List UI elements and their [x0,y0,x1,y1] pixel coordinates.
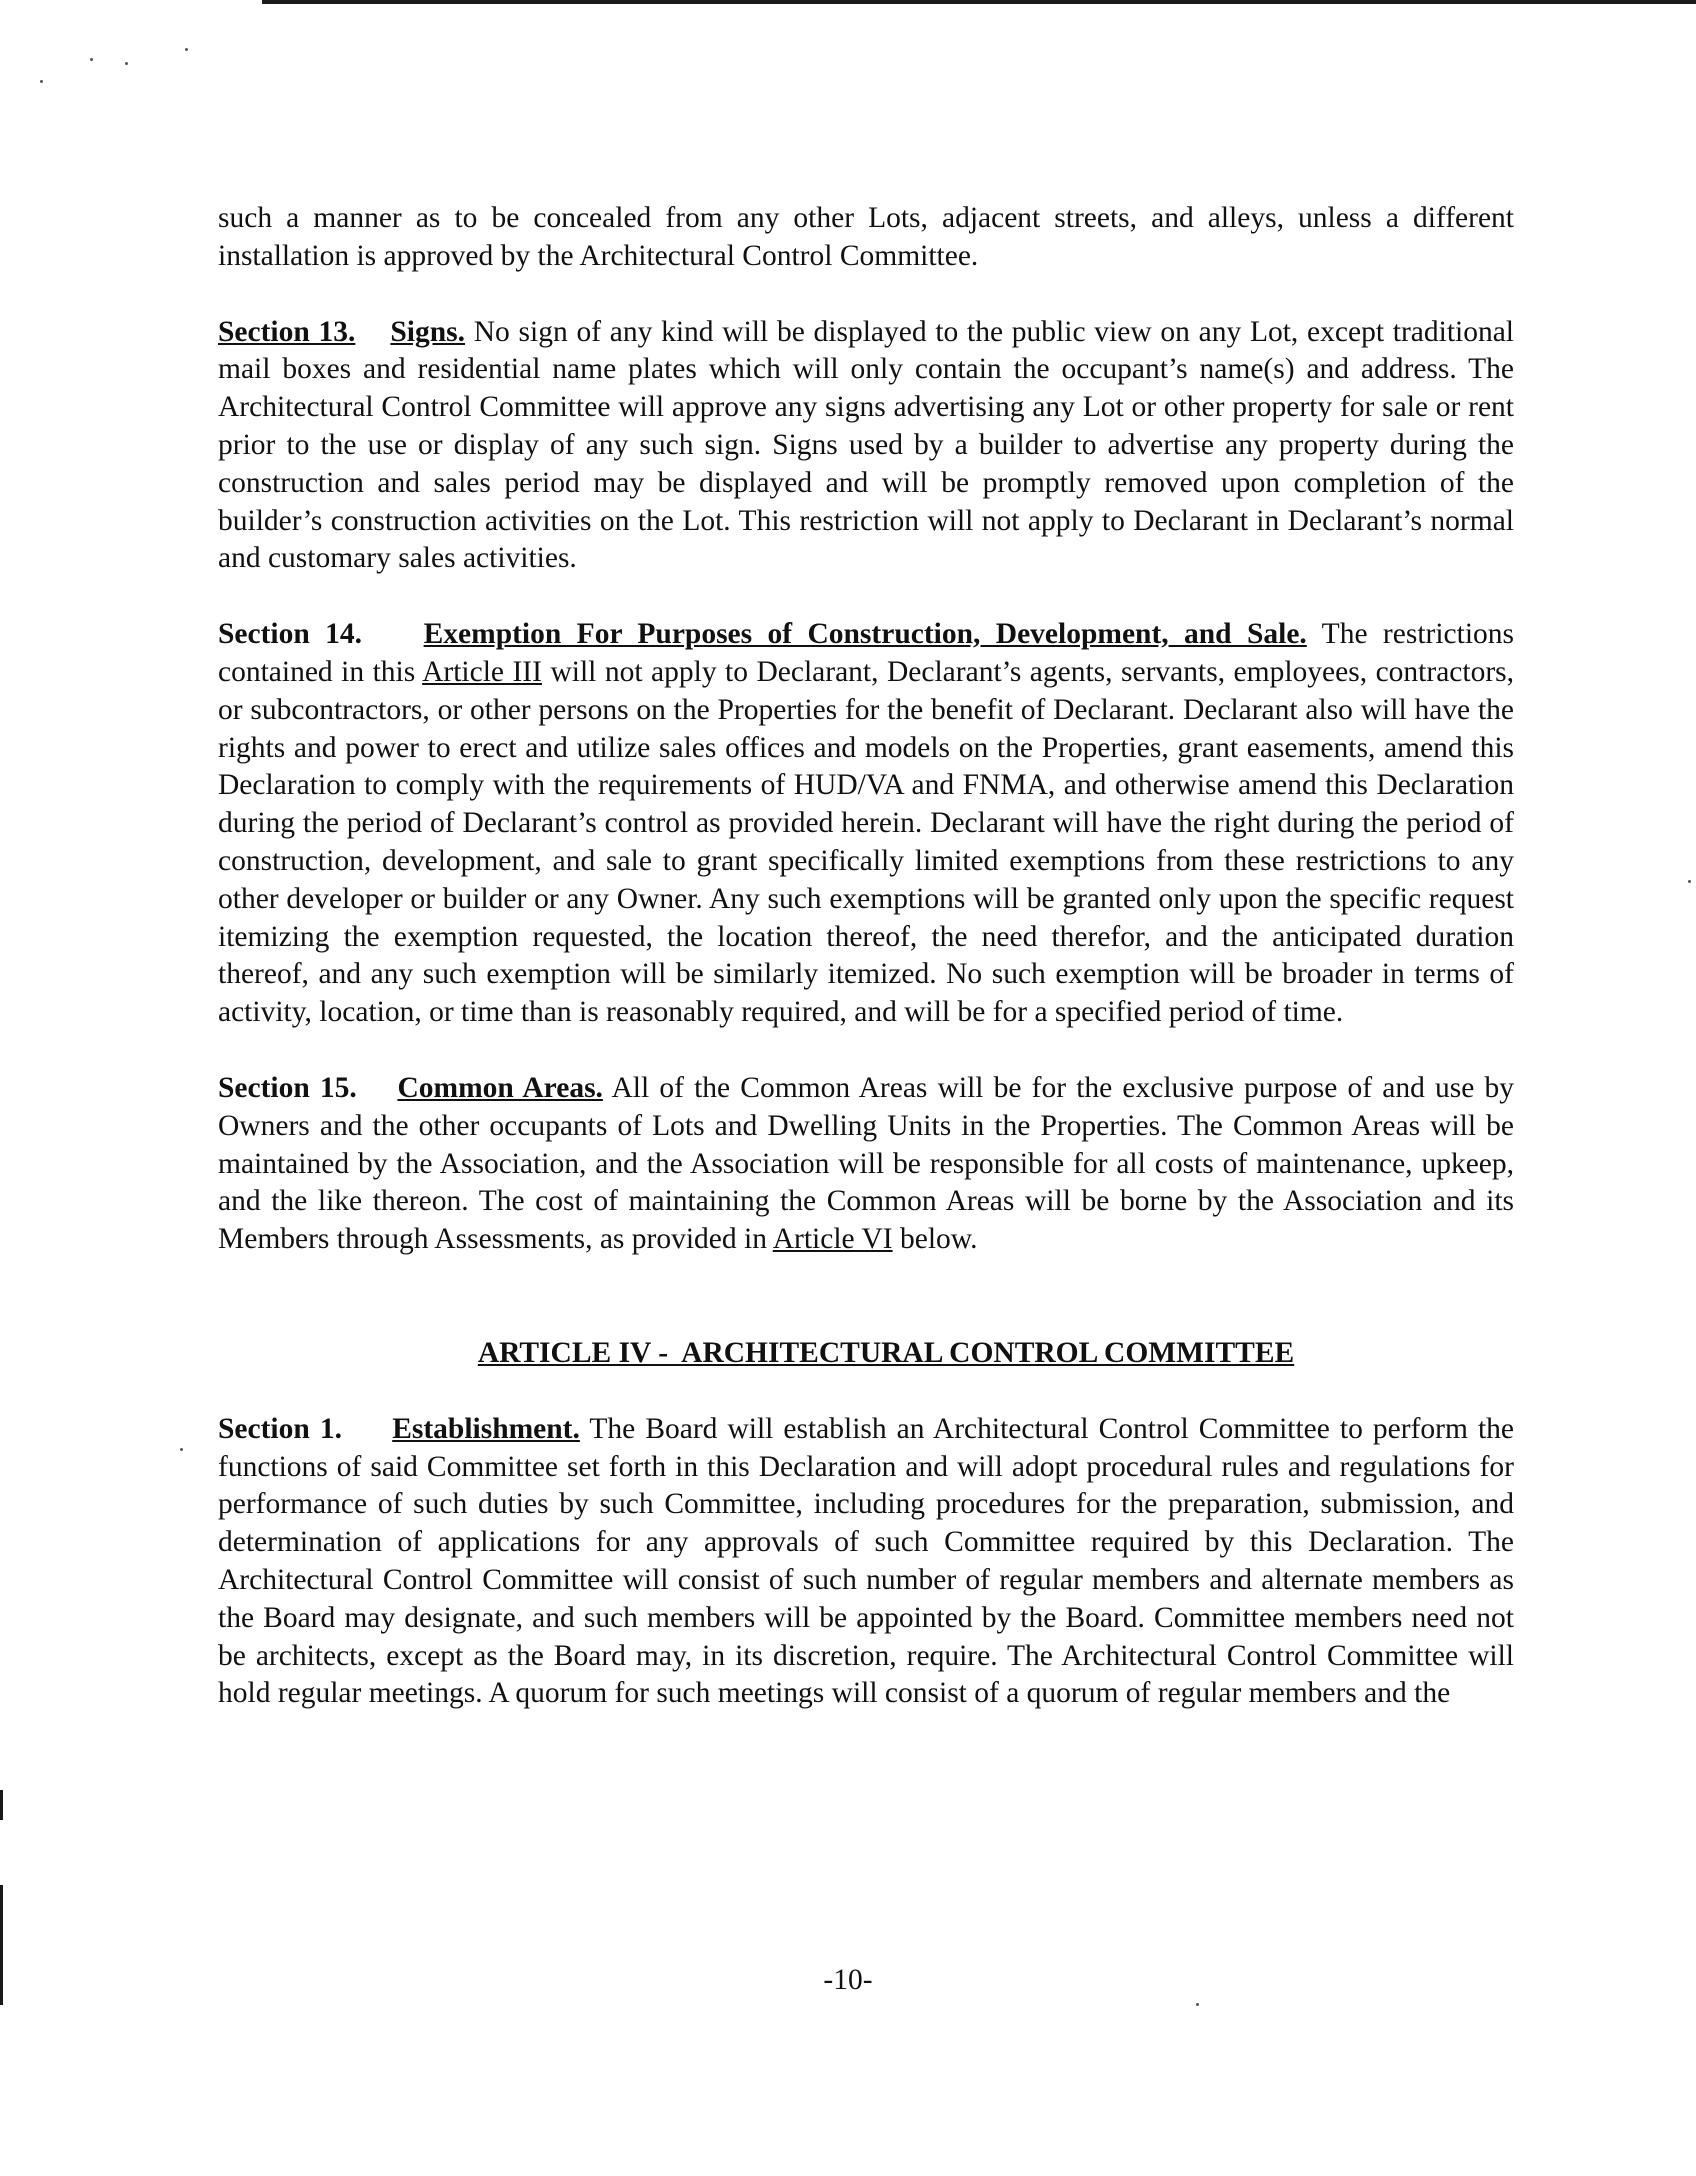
article-heading: ARTICLE IV - ARCHITECTURAL CONTROL COMMITTEE [477,1336,1295,1369]
section-title: Exemption For Purposes of Construction, Development, and Sale. [423,618,1307,651]
section-title: Signs. [390,315,465,348]
section-body: will not apply to Declarant, Declarant’s agents, servants, employees, contractors, or subcontractors, or other persons on the Properties for the benefit of Declarant. Declarant also will have the rights and power to erect and utilize sales offices and models on the Properties, grant easements, amend this Declaration to comply with the requirements of HUD/VA and FNMA, and otherwise amend this Declaration during the period of Declarant’s control as provided herein. Declarant will have the right during the period of construction, development, and sale to grant specifically limited exemptions from these restrictions to any other developer or builder or any Owner. Any such exemptions will be granted only upon the specific request itemizing the exemption requested, the location thereof, the need therefor, and the anticipated duration thereof, and any such exemption will be similarly itemized. No such exemption will be broader in terms of activity, location, or time than is reasonably required, and will be for a specified period of time. [218,655,1515,1029]
section-label: Section 13. [218,315,356,348]
section-15-paragraph [218,1070,1514,1259]
scan-margin-mark [0,1790,3,1820]
page-number: -10- [823,1964,873,1996]
section-13-paragraph [218,314,1514,579]
scan-speck [125,62,128,65]
scan-top-edge [262,0,1696,4]
document-page [218,200,1514,1713]
section-body: below. [892,1223,978,1256]
scan-speck [1196,2003,1199,2006]
scan-speck [1688,880,1691,883]
section-body: The restrictions contained in this [218,618,1514,688]
section-label: Section 15. [218,1071,357,1104]
continuation-paragraph: such a manner as to be concealed from any other Lots, adjacent streets, and alleys, unless a different installation is approved by the Architectural Control Committee. [218,202,1514,272]
scan-speck [180,1448,183,1451]
section-title: Establishment. [392,1412,580,1445]
section-14-paragraph [218,616,1514,1032]
scan-speck [40,80,43,83]
section-label: Section 1. [218,1412,342,1445]
article-reference: Article III [422,655,542,688]
scan-speck [185,48,188,51]
section-body: The Board will establish an Architectural Control Committee to perform the functions of said Committee set forth in this Declaration and will adopt procedural rules and regulations for performance of such duties by such Committee, including procedures for the preparation, submission, and determination of applications for any approvals of such Committee required by this Declaration. The Architectural Control Committee will consist of such number of regular members and alternate members as the Board may designate, and such members will be appointed by the Board. Committee members need not be architects, except as the Board may, in its discretion, require. The Architectural Control Committee will hold regular meetings. A quorum for such meetings will consist of a quorum of regular members and the [218,1412,1515,1710]
section-label: Section 14. [218,618,363,651]
section-body: No sign of any kind will be displayed to the public view on any Lot, except traditional mail boxes and residential name plates which will only contain the occupant’s name(s) and address. The Architectural Control Committee will approve any signs advertising any Lot or other property for sale or rent prior to the use or display of any such sign. Signs used by a builder to advertise any property during the construction and sales period may be displayed and will be promptly removed upon completion of the builder’s construction activities on the Lot. This restriction will not apply to Declarant in Declarant’s normal and customary sales activities. [218,315,1514,575]
article-reference: Article VI [772,1223,893,1256]
section-title: Common Areas. [397,1071,603,1104]
section-body: All of the Common Areas will be for the exclusive purpose of and use by Owners and the other occupants of Lots and Dwelling Units in the Properties. The Common Areas will be maintained by the Association, and the Association will be responsible for all costs of maintenance, upkeep, and the like thereon. The cost of maintaining the Common Areas will be borne by the Association and its Members through Assessments, as provided in [218,1071,1515,1256]
scan-speck [90,58,93,61]
article-section-1-paragraph [218,1411,1514,1713]
